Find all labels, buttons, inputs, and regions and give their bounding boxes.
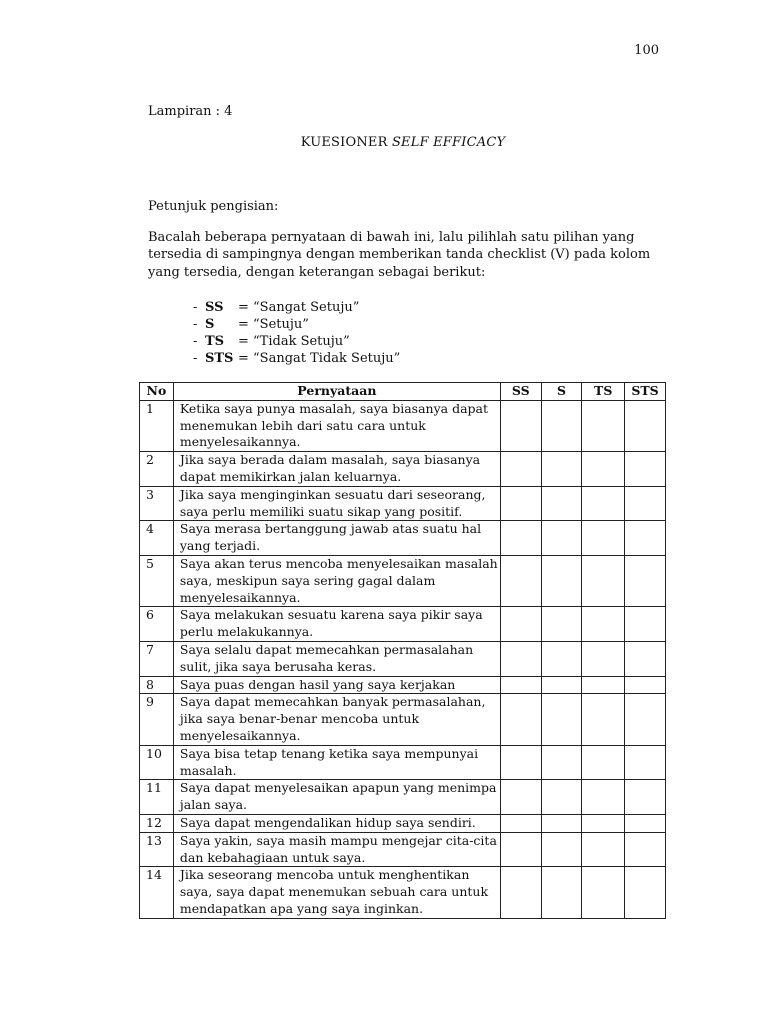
- table-row: [140, 400, 666, 451]
- header-statement: Pernyataan: [173, 383, 500, 401]
- table-row: [140, 521, 666, 556]
- row-statement: Saya bisa tetap tenang ketika saya mempunyai masalah.: [173, 745, 500, 780]
- legend-dash: -: [193, 334, 198, 349]
- answer-cell-ts[interactable]: [582, 780, 625, 815]
- answer-cell-ts[interactable]: [582, 832, 625, 867]
- answer-cell-ts[interactable]: [582, 400, 625, 451]
- legend-dash: -: [193, 351, 198, 366]
- answer-cell-s[interactable]: [541, 780, 582, 815]
- row-number: 7: [140, 641, 174, 676]
- answer-cell-ss[interactable]: [500, 745, 541, 780]
- answer-cell-sts[interactable]: [625, 607, 666, 642]
- answer-cell-s[interactable]: [541, 814, 582, 832]
- table-row: [140, 694, 666, 745]
- document-title: [0, 135, 768, 150]
- table-row: [140, 486, 666, 521]
- row-number: 10: [140, 745, 174, 780]
- row-statement: Ketika saya punya masalah, saya biasanya dapat menemukan lebih dari satu cara untuk menyelesaikannya.: [173, 400, 500, 451]
- title-prefix: KUESIONER: [300, 135, 392, 150]
- row-number: 8: [140, 676, 174, 694]
- answer-cell-ts[interactable]: [582, 641, 625, 676]
- table-row: [140, 641, 666, 676]
- answer-cell-sts[interactable]: [625, 400, 666, 451]
- answer-cell-sts[interactable]: [625, 814, 666, 832]
- legend-code: STS: [205, 351, 234, 366]
- answer-cell-ss[interactable]: [500, 607, 541, 642]
- legend-code: TS: [205, 334, 225, 349]
- row-statement: Saya dapat menyelesaikan apapun yang menimpa jalan saya.: [173, 780, 500, 815]
- appendix-label: Lampiran : 4: [148, 104, 233, 119]
- answer-cell-ts[interactable]: [582, 867, 625, 918]
- answer-cell-s[interactable]: [541, 867, 582, 918]
- row-statement: Saya yakin, saya masih mampu mengejar cita-cita dan kebahagiaan untuk saya.: [173, 832, 500, 867]
- answer-cell-ss[interactable]: [500, 867, 541, 918]
- row-statement: Saya dapat mengendalikan hidup saya sendiri.: [173, 814, 500, 832]
- answer-cell-sts[interactable]: [625, 694, 666, 745]
- legend-meaning: = “Setuju”: [238, 317, 309, 332]
- answer-cell-sts[interactable]: [625, 452, 666, 487]
- header-sts: STS: [625, 383, 666, 401]
- answer-cell-sts[interactable]: [625, 555, 666, 606]
- table-row: [140, 814, 666, 832]
- row-number: 13: [140, 832, 174, 867]
- row-statement: Saya puas dengan hasil yang saya kerjakan: [173, 676, 500, 694]
- row-number: 12: [140, 814, 174, 832]
- answer-cell-ss[interactable]: [500, 400, 541, 451]
- table-row: [140, 745, 666, 780]
- row-number: 5: [140, 555, 174, 606]
- answer-cell-sts[interactable]: [625, 486, 666, 521]
- answer-legend: [193, 299, 400, 367]
- answer-cell-s[interactable]: [541, 832, 582, 867]
- row-number: 3: [140, 486, 174, 521]
- answer-cell-sts[interactable]: [625, 832, 666, 867]
- row-number: 4: [140, 521, 174, 556]
- answer-cell-s[interactable]: [541, 641, 582, 676]
- row-statement: Jika seseorang mencoba untuk menghentikan saya, saya dapat menemukan sebuah cara untuk mendapatkan apa yang saya inginkan.: [173, 867, 500, 918]
- answer-cell-ss[interactable]: [500, 521, 541, 556]
- answer-cell-ts[interactable]: [582, 521, 625, 556]
- answer-cell-s[interactable]: [541, 555, 582, 606]
- answer-cell-ss[interactable]: [500, 694, 541, 745]
- row-statement: Saya melakukan sesuatu karena saya pikir saya perlu melakukannya.: [173, 607, 500, 642]
- row-number: 14: [140, 867, 174, 918]
- table-row: [140, 676, 666, 694]
- legend-item-s: [193, 316, 400, 333]
- answer-cell-sts[interactable]: [625, 745, 666, 780]
- answer-cell-sts[interactable]: [625, 521, 666, 556]
- answer-cell-ss[interactable]: [500, 555, 541, 606]
- legend-dash: -: [193, 300, 198, 315]
- instructions-body: Bacalah beberapa pernyataan di bawah ini, lalu pilihlah satu pilihan yang tersedia di sampingnya dengan memberikan tanda checklist (V) pada kolom yang tersedia, dengan keterangan sebagai berikut:: [148, 230, 651, 280]
- legend-code: S: [205, 317, 215, 332]
- row-statement: Saya akan terus mencoba menyelesaikan masalah saya, meskipun saya sering gagal dalam menyelesaikannya.: [173, 555, 500, 606]
- header-ss: SS: [500, 383, 541, 401]
- table-row: [140, 832, 666, 867]
- instructions-heading: Petunjuk pengisian:: [148, 199, 279, 214]
- legend-meaning: = “Sangat Tidak Setuju”: [238, 351, 401, 366]
- answer-cell-ss[interactable]: [500, 814, 541, 832]
- answer-cell-s[interactable]: [541, 521, 582, 556]
- answer-cell-s[interactable]: [541, 676, 582, 694]
- page-number: 100: [634, 43, 659, 58]
- legend-item-ss: [193, 299, 400, 316]
- answer-cell-ts[interactable]: [582, 607, 625, 642]
- header-no: No: [140, 383, 174, 401]
- answer-cell-s[interactable]: [541, 607, 582, 642]
- answer-cell-sts[interactable]: [625, 676, 666, 694]
- answer-cell-sts[interactable]: [625, 867, 666, 918]
- answer-cell-ss[interactable]: [500, 641, 541, 676]
- answer-cell-ts[interactable]: [582, 555, 625, 606]
- questionnaire-table: [139, 382, 666, 919]
- row-statement: Jika saya berada dalam masalah, saya biasanya dapat memikirkan jalan keluarnya.: [173, 452, 500, 487]
- answer-cell-ts[interactable]: [582, 452, 625, 487]
- answer-cell-ss[interactable]: [500, 832, 541, 867]
- answer-cell-sts[interactable]: [625, 780, 666, 815]
- legend-dash: -: [193, 317, 198, 332]
- answer-cell-s[interactable]: [541, 694, 582, 745]
- table-row: [140, 555, 666, 606]
- answer-cell-ss[interactable]: [500, 676, 541, 694]
- row-statement: Saya selalu dapat memecahkan permasalahan sulit, jika saya berusaha keras.: [173, 641, 500, 676]
- table-row: [140, 452, 666, 487]
- row-number: 11: [140, 780, 174, 815]
- row-number: 6: [140, 607, 174, 642]
- answer-cell-s[interactable]: [541, 486, 582, 521]
- legend-meaning: = “Tidak Setuju”: [238, 334, 350, 349]
- table-header-row: [140, 383, 666, 401]
- answer-cell-ts[interactable]: [582, 486, 625, 521]
- legend-item-sts: [193, 350, 400, 367]
- answer-cell-ts[interactable]: [582, 676, 625, 694]
- answer-cell-s[interactable]: [541, 452, 582, 487]
- legend-code: SS: [205, 300, 224, 315]
- header-ts: TS: [582, 383, 625, 401]
- legend-item-ts: [193, 333, 400, 350]
- answer-cell-ts[interactable]: [582, 814, 625, 832]
- table-row: [140, 780, 666, 815]
- table-row: [140, 607, 666, 642]
- row-statement: Saya merasa bertanggung jawab atas suatu hal yang terjadi.: [173, 521, 500, 556]
- answer-cell-s[interactable]: [541, 745, 582, 780]
- answer-cell-ss[interactable]: [500, 486, 541, 521]
- row-number: 1: [140, 400, 174, 451]
- answer-cell-s[interactable]: [541, 400, 582, 451]
- answer-cell-sts[interactable]: [625, 641, 666, 676]
- legend-meaning: = “Sangat Setuju”: [238, 300, 360, 315]
- answer-cell-ss[interactable]: [500, 780, 541, 815]
- row-number: 9: [140, 694, 174, 745]
- title-emphasis: SELF EFFICACY: [391, 135, 506, 150]
- row-number: 2: [140, 452, 174, 487]
- answer-cell-ts[interactable]: [582, 745, 625, 780]
- table-row: [140, 867, 666, 918]
- answer-cell-ts[interactable]: [582, 694, 625, 745]
- answer-cell-ss[interactable]: [500, 452, 541, 487]
- row-statement: Saya dapat memecahkan banyak permasalahan, jika saya benar-benar mencoba untuk menyelesaikannya.: [173, 694, 500, 745]
- row-statement: Jika saya menginginkan sesuatu dari seseorang, saya perlu memiliki suatu sikap yang positif.: [173, 486, 500, 521]
- header-s: S: [541, 383, 582, 401]
